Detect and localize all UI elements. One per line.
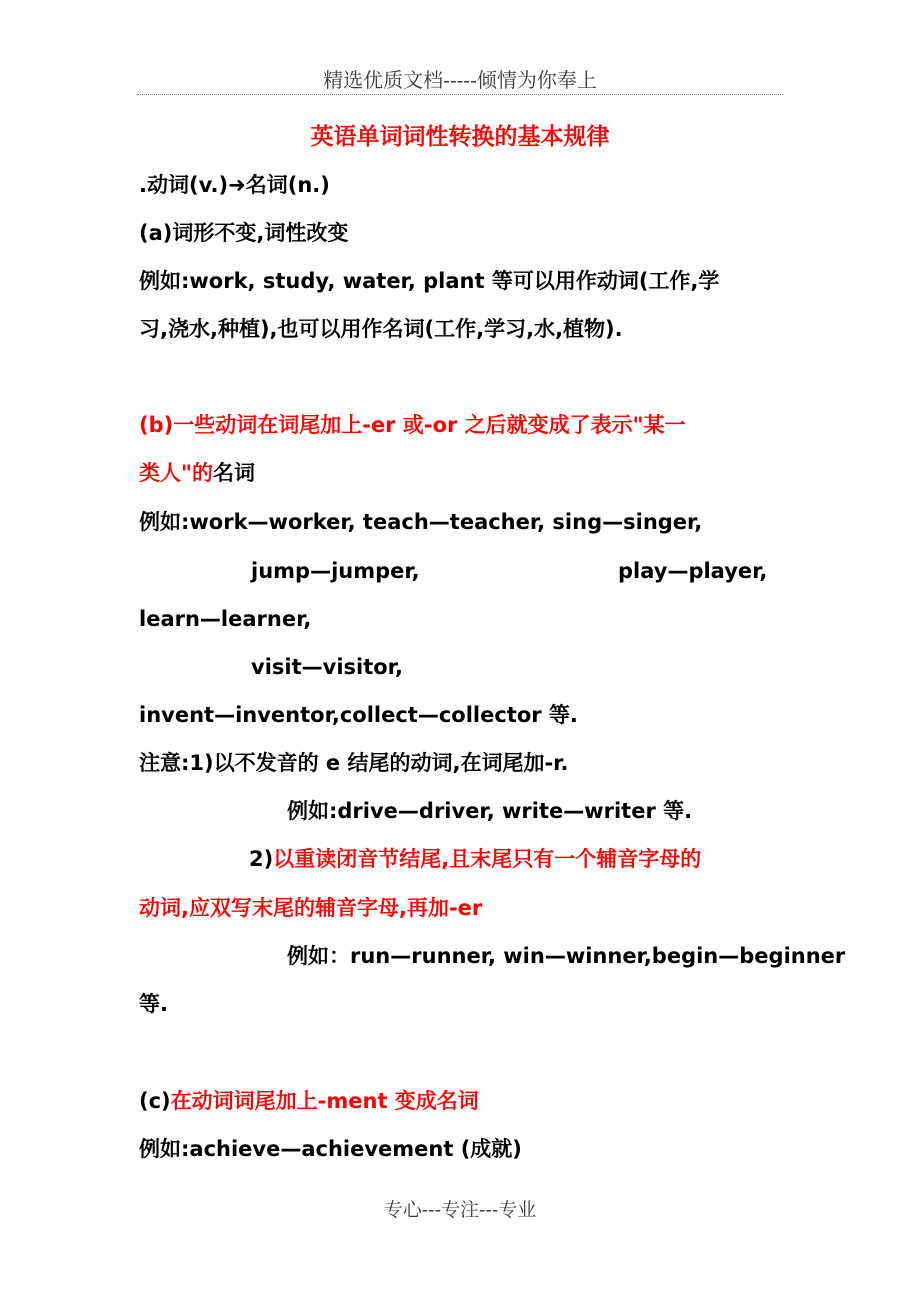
part-b-heading-red-part: 类人"的	[139, 461, 213, 485]
part-b-example-1: 例如:work—worker, teach—teacher, sing—singer,	[139, 510, 703, 534]
page-header: 精选优质文档-----倾情为你奉上	[323, 68, 597, 92]
part-b-example-4: visit—visitor,	[251, 655, 403, 679]
note-2-line-2: 动词,应双写末尾的辅音字母,再加-er	[139, 896, 483, 920]
part-c-heading	[139, 1086, 479, 1116]
note-1-example: 例如:drive—driver, write—writer 等.	[287, 799, 693, 823]
part-c-heading-red: 在动词词尾加上-ment 变成名词	[170, 1089, 479, 1113]
header-divider	[137, 94, 783, 95]
part-b-heading-line-1: (b)一些动词在词尾加上-er 或-or 之后就变成了表示"某一	[139, 413, 686, 437]
note-2-line-1	[249, 844, 701, 874]
note-2-number: 2)	[249, 847, 274, 871]
part-b-example-5: invent—inventor,collect—collector 等.	[139, 703, 578, 727]
note-2-rule-red: 以重读闭音节结尾,且末尾只有一个辅音字母的	[273, 847, 702, 871]
note-1: 注意:1)以不发音的 e 结尾的动词,在词尾加-r.	[139, 751, 569, 775]
part-b-example-3: learn—learner,	[139, 607, 312, 631]
part-c-label: (c)	[139, 1089, 171, 1113]
part-a-line-2: 习,浇水,种植),也可以用作名词(工作,学习,水,植物).	[139, 317, 623, 341]
part-a-heading: (a)词形不变,词性改变	[139, 221, 349, 245]
document-title: 英语单词词性转换的基本规律	[310, 124, 610, 150]
section-heading: .动词(v.)➜名词(n.)	[139, 173, 330, 197]
part-b-example-2b: play—player,	[618, 559, 768, 583]
note-2-end: 等.	[139, 992, 168, 1016]
page-footer: 专心---专注---专业	[383, 1199, 537, 1221]
part-b-heading-black-part: 名词	[212, 461, 255, 485]
part-b-example-2a: jump—jumper,	[251, 559, 420, 583]
note-2-example: 例如：run—runner, win—winner,begin—beginner	[287, 944, 846, 968]
part-a-line-1: 例如:work, study, water, plant 等可以用作动词(工作,学	[139, 269, 720, 293]
part-c-example: 例如:achieve—achievement (成就)	[139, 1137, 522, 1161]
part-b-heading-line-2	[139, 458, 255, 488]
